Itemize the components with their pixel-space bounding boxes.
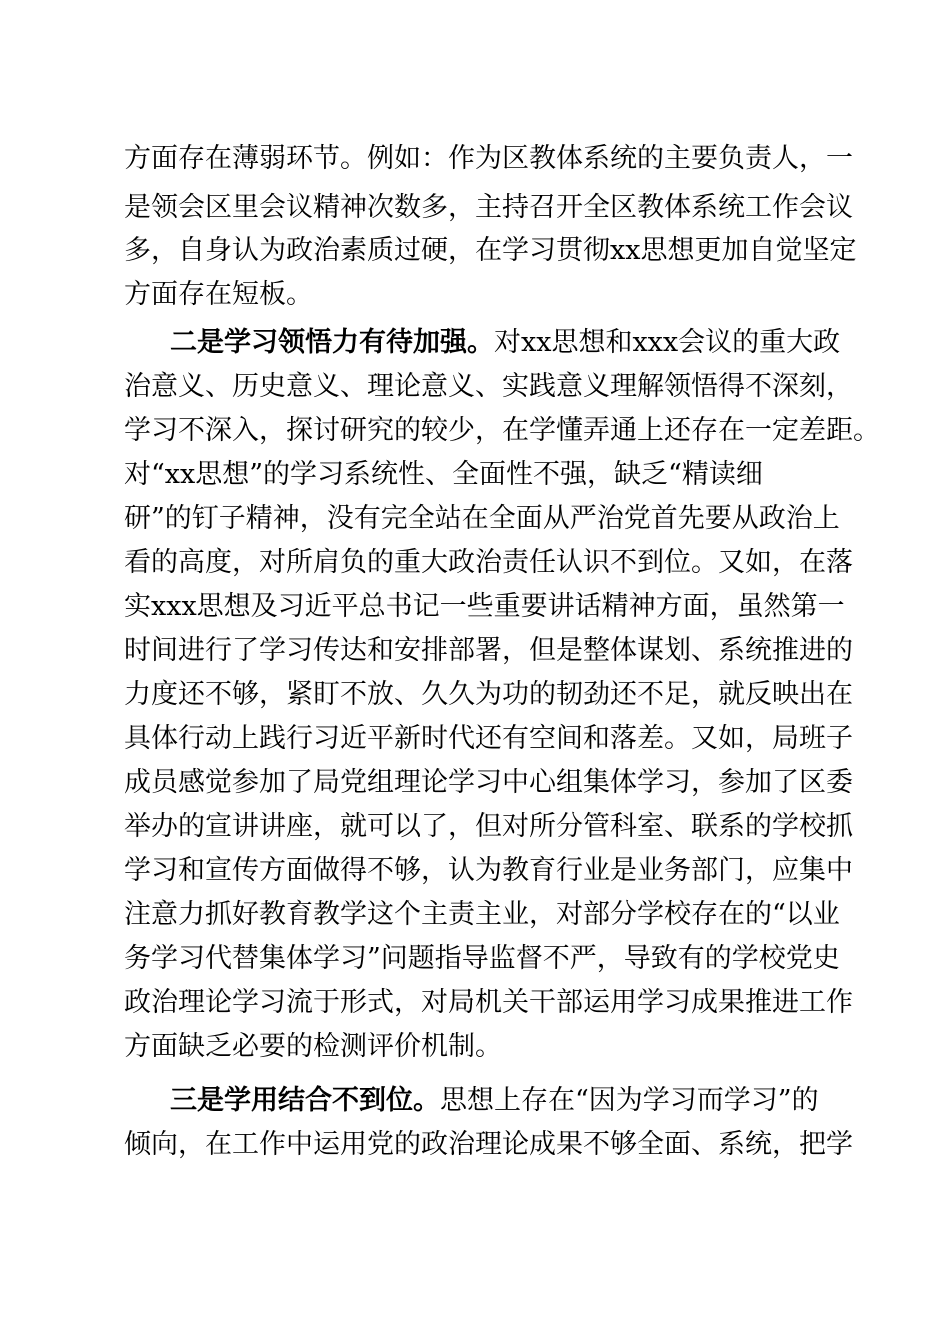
text-line: 力度还不够，紧盯不放、久久为功的韧劲还不足，就反映出在 xyxy=(124,679,853,710)
text-line: 多，自身认为政治素质过硬，在学习贯彻xx思想更加自觉坚定 xyxy=(124,235,857,266)
text-line: 注意力抓好教育教学这个主责主业，对部分学校存在的“以业 xyxy=(124,899,840,930)
text-run: 对xx思想和xxx会议的重大政 xyxy=(494,327,841,358)
text-line: 务学习代替集体学习”问题指导监督不严，导致有的学校党史 xyxy=(124,943,840,974)
text-line: 方面存在薄弱环节。例如：作为区教体系统的主要负责人，一 xyxy=(124,143,853,174)
text-line: 学习和宣传方面做得不够，认为教育行业是业务部门，应集中 xyxy=(124,855,853,886)
text-line: 实xxx思想及习近平总书记一些重要讲话精神方面，虽然第一 xyxy=(124,591,845,622)
text-line: 治意义、历史意义、理论意义、实践意义理解领悟得不深刻， xyxy=(124,371,853,402)
paragraph-first-line xyxy=(170,1080,870,1122)
text-line: 学习不深入，探讨研究的较少，在学懂弄通上还存在一定差距。 xyxy=(124,415,880,446)
text-line: 倾向，在工作中运用党的政治理论成果不够全面、系统，把学 xyxy=(124,1129,853,1160)
text-line: 成员感觉参加了局党组理论学习中心组集体学习，参加了区委 xyxy=(124,767,853,798)
section-heading-second: 二是学习领悟力有待加强。 xyxy=(170,327,494,358)
text-line: 是领会区里会议精神次数多，主持召开全区教体系统工作会议 xyxy=(124,192,853,223)
text-line: 方面存在短板。 xyxy=(124,279,313,310)
text-line: 具体行动上践行习近平新时代还有空间和落差。又如，局班子 xyxy=(124,723,853,754)
text-line: 方面缺乏必要的检测评价机制。 xyxy=(124,1031,502,1062)
text-line: 举办的宣讲讲座，就可以了，但对所分管科室、联系的学校抓 xyxy=(124,811,853,842)
section-heading-third: 三是学用结合不到位。 xyxy=(170,1085,440,1116)
text-line: 对“xx思想”的学习系统性、全面性不强，缺乏“精读细 xyxy=(124,459,763,490)
text-run: 思想上存在“因为学习而学习”的 xyxy=(440,1085,819,1116)
text-line: 研”的钉子精神，没有完全站在全面从严治党首先要从政治上 xyxy=(124,503,840,534)
paragraph-first-line xyxy=(170,322,870,364)
text-line: 时间进行了学习传达和安排部署，但是整体谋划、系统推进的 xyxy=(124,635,853,666)
text-line: 政治理论学习流于形式，对局机关干部运用学习成果推进工作 xyxy=(124,987,853,1018)
text-line: 看的高度，对所肩负的重大政治责任认识不到位。又如，在落 xyxy=(124,547,853,578)
